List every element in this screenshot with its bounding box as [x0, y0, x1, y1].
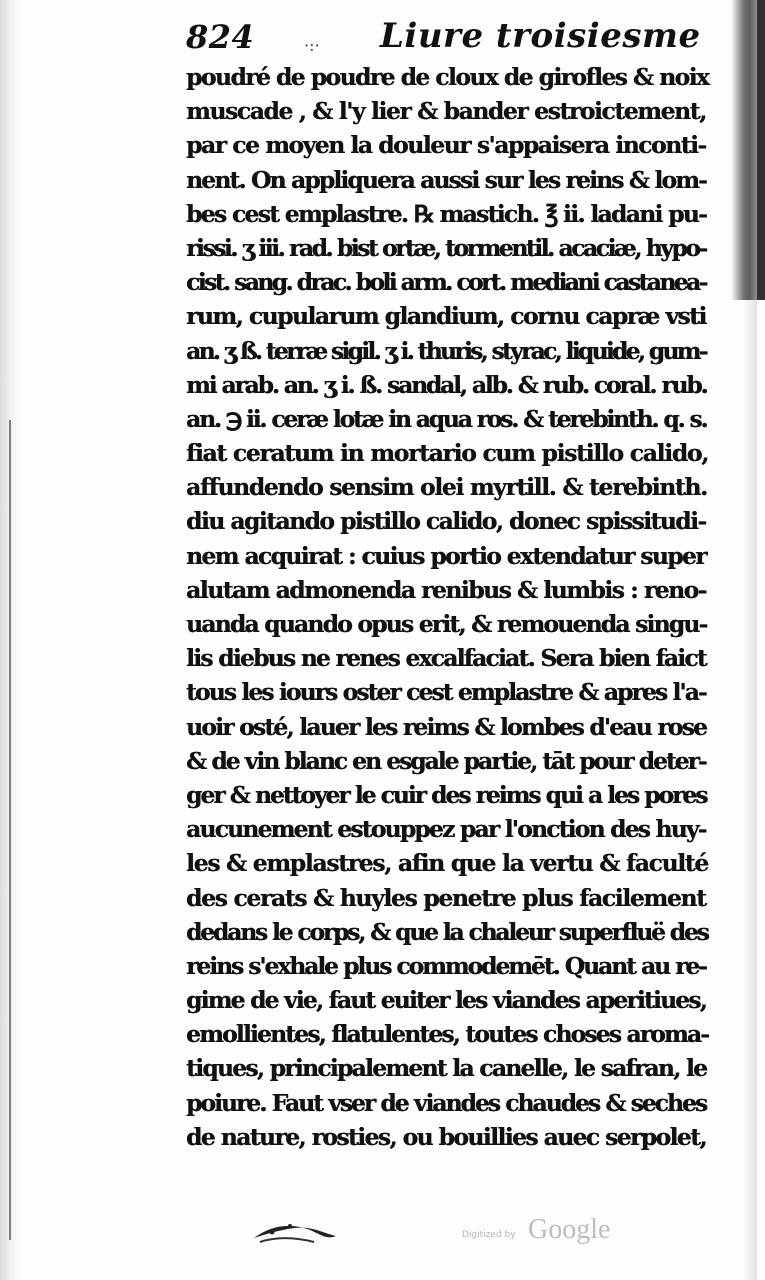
digitization-watermark [462, 1216, 632, 1252]
page-header [186, 14, 706, 60]
text-line: nent. On appliquera aussi sur les reins & lom- [186, 165, 706, 194]
text-line: cist. sang. drac. boli arm. cort. mediani castanea- [186, 268, 706, 297]
text-line: fiat ceratum in mortario cum pistillo calido, [186, 439, 709, 468]
text-line: poudré de poudre de cloux de girofles & noix [186, 63, 709, 91]
text-line: tous les iours oster cest emplastre & apres l'a- [186, 678, 706, 707]
text-line: poiure. Faut vser de viandes chaudes & seches [186, 1088, 707, 1117]
text-line: des cerats & huyles penetre plus facilement [186, 883, 706, 912]
page-edge-fade [743, 0, 757, 1280]
printers-ornament [250, 1212, 450, 1248]
text-line: reins s'exhale plus commodemēt. Quant au re- [186, 951, 706, 980]
text-line: uanda quando opus erit, & remouenda singu- [186, 610, 707, 638]
text-line: les & emplastres, afin que la vertu & faculté [186, 849, 708, 878]
binding-edge-line [9, 420, 11, 1240]
text-line: ger & nettoyer le cuir des reims qui a les pores [186, 780, 707, 809]
text-line: de nature, rosties, ou bouillies auec serpolet, [186, 1122, 706, 1151]
watermark-label: Digitized by [462, 1230, 516, 1240]
body-text [186, 60, 709, 1154]
text-line: an. ℈ ii. ceræ lotæ in aqua ros. & terebinth. q. s. [186, 404, 707, 433]
text-line: affundendo sensim olei myrtill. & terebinth. [186, 473, 707, 502]
text-line: & de vin blanc en esgale partie, tāt pour deter- [186, 746, 706, 775]
text-line: dedans le corps, & que la chaleur superfluë des [186, 917, 708, 946]
text-line: gime de vie, faut euiter les viandes aperitiues, [186, 986, 706, 1015]
text-line: rum, cupularum glandium, cornu capræ vsti [186, 302, 706, 331]
text-line: rissi. ʒ iii. rad. bist ortæ, tormentil. acaciæ, hypo- [186, 233, 706, 262]
running-head: Liure troisiesme [380, 16, 701, 56]
google-logo: Google [528, 1214, 611, 1245]
header-ornament-dots: ·:· [304, 36, 320, 55]
text-line: lis diebus ne renes excalfaciat. Sera bien faict [186, 644, 706, 673]
text-line: diu agitando pistillo calido, donec spissitudi- [186, 507, 706, 536]
text-line: par ce moyen la douleur s'appaisera inconti- [186, 131, 706, 160]
text-line: nem acquirat : cuius portio extendatur super [186, 541, 706, 570]
text-line: tiques, principalement la canelle, le safran, le [186, 1054, 707, 1083]
text-line: an. ʒ ß. terræ sigil. ʒ i. thuris, styrac, liquide, gum- [186, 336, 706, 365]
text-line: mi arab. an. ʒ i. ß. sandal, alb. & rub. coral. rub. [186, 370, 707, 399]
text-line: muscade , & l'y lier & bander estroictement, [186, 97, 706, 126]
page-number: 824 [186, 18, 255, 56]
text-line: bes cest emplastre. ℞ mastich. ℥ ii. ladani pu- [186, 199, 707, 228]
text-line: emollientes, flatulentes, toutes choses aroma- [186, 1020, 709, 1049]
text-line: uoir osté, lauer les reims & lombes d'eau rose [186, 712, 707, 741]
text-line: alutam admonenda renibus & lumbis : reno- [186, 575, 706, 604]
binding-shadow [0, 0, 22, 1280]
text-line: aucunement estouppez par l'onction des huy- [186, 815, 706, 844]
